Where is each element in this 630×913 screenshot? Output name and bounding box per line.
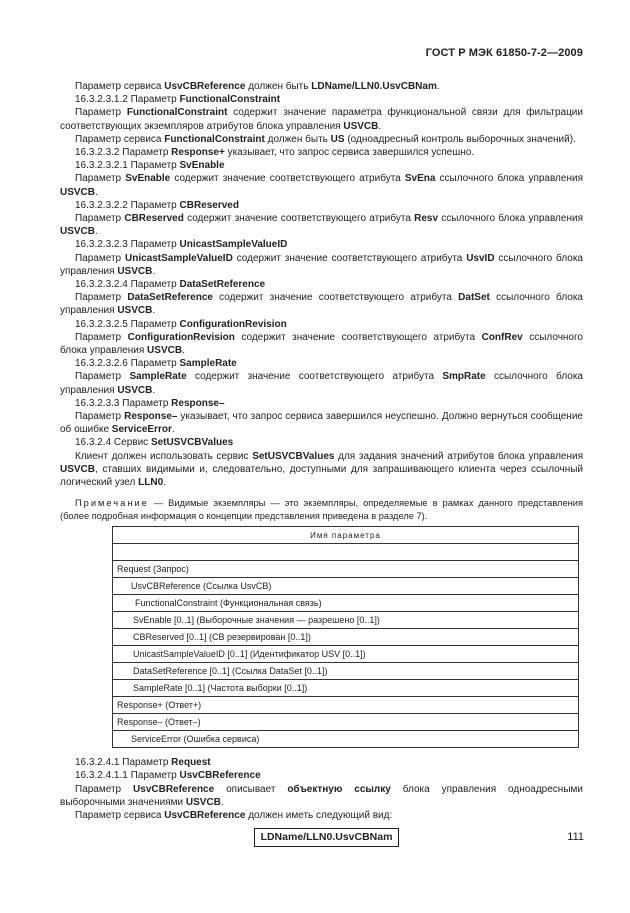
table-row	[113, 697, 579, 714]
page-header: ГОСТ Р МЭК 61850-7-2—2009	[425, 47, 583, 59]
body-paragraph: Параметр FunctionalConstraint содержит значение параметра функциональной связи для фильтрации соответствующих экземпляров атрибутов блока управления USVCB.	[60, 107, 583, 132]
bold-term: Resv	[414, 213, 439, 225]
bold-term: Response–	[171, 397, 225, 409]
bold-term: DataSetReference	[127, 292, 213, 304]
document-body	[60, 80, 583, 847]
table-row	[113, 714, 579, 731]
bold-term: ServiceError	[111, 424, 172, 436]
bold-term: USVCB	[117, 384, 153, 396]
paragraphs	[60, 80, 583, 489]
bold-term: UsvCBReference	[179, 770, 261, 782]
boxed-reference-format: LDName/LLN0.UsvCBNam	[254, 828, 400, 847]
body-paragraph: Клиент должен использовать сервис SetUSVCBValues для задания значений атрибутов блока управления USVCB, ставших видимыми и, следовательно, доступными для запрашивающего клиента через ссылочный логический узел LLN0.	[60, 450, 583, 489]
note-label: Примечание	[75, 498, 149, 509]
note-text: — Видимые экземпляры — это экземпляры, определяемые в рамках данного представления (более подробная информация о концепции представления приведена в разделе 7).	[60, 498, 583, 521]
table-row	[113, 561, 579, 578]
bold-term: SetUSVCBValues	[252, 450, 335, 462]
bold-term: объектную ссылку	[287, 783, 391, 795]
bold-term: Response+	[171, 147, 225, 159]
parameter-name-cell: UsvCBReference (Ссылка UsvCB)	[113, 578, 579, 595]
bold-term: DatSet	[458, 292, 490, 304]
page-number: 111	[567, 831, 584, 843]
body-paragraph: 16.3.2.3.2.1 Параметр SvEnable	[75, 160, 225, 172]
bold-term: UnicastSampleValueID	[124, 252, 233, 264]
parameter-name-cell: UnicastSampleValueID [0..1] (Идентификатор USV [0..1])	[113, 646, 579, 663]
table-row	[113, 663, 579, 680]
parameter-table	[112, 526, 579, 748]
table-row	[113, 629, 579, 646]
bold-term: USVCB	[117, 265, 153, 277]
body-paragraph: Параметр SvEnable содержит значение соответствующего атрибута SvEna ссылочного блока управления USVCB.	[60, 173, 583, 198]
bold-term: UsvCBReference	[164, 809, 246, 821]
body-paragraph: 16.3.2.3.1.2 Параметр FunctionalConstraint	[75, 94, 281, 106]
bold-term: USVCB	[60, 463, 96, 475]
parameter-name-cell: FunctionalConstraint (Функциональная связь)	[113, 595, 579, 612]
body-paragraph: Параметр UnicastSampleValueID содержит значение соответствующего атрибута UsvID ссылочного блока управления USVCB.	[60, 252, 583, 277]
bold-term: UsvID	[466, 252, 495, 264]
parameter-name-cell: Response– (Ответ–)	[113, 714, 579, 731]
body-paragraph: Параметр ConfigurationRevision содержит значение соответствующего атрибута ConfRev ссылочного блока управления USVCB.	[60, 331, 583, 357]
bold-term: USVCB	[343, 120, 379, 132]
after-table-paragraph: 16.3.2.4.1.1 Параметр UsvCBReference	[75, 770, 261, 782]
body-paragraph: 16.3.2.3.2.6 Параметр SampleRate	[75, 358, 237, 370]
body-paragraph: Параметр CBReserved содержит значение соответствующего атрибута Resv ссылочного блока управления USVCB.	[60, 213, 583, 238]
bold-term: DataSetReference	[179, 279, 266, 291]
bold-term: SampleRate	[179, 358, 237, 370]
bold-term: ConfRev	[481, 331, 523, 343]
bold-term: USVCB	[185, 796, 221, 808]
bold-term: US	[330, 133, 345, 145]
table-spacer	[113, 544, 579, 561]
body-paragraph: 16.3.2.4 Сервис SetUSVCBValues	[75, 437, 234, 449]
body-paragraph: Параметр сервиса FunctionalConstraint должен быть US (одноадресный контроль выборочных значений).	[75, 133, 576, 145]
body-paragraph: 16.3.2.3.2.5 Параметр ConfigurationRevision	[75, 318, 287, 330]
bold-term: SvEna	[404, 173, 436, 185]
parameter-name-cell: CBReserved [0..1] (СВ резервирован [0..1])	[113, 629, 579, 646]
boxed-value-wrap	[60, 828, 583, 847]
body-paragraph: 16.3.2.3.2.2 Параметр CBReserved	[75, 199, 239, 211]
parameter-name-cell: DataSetReference [0..1] (Ссылка DataSet [0..1])	[113, 663, 579, 680]
body-paragraph: Параметр сервиса UsvCBReference должен быть LDName/LLN0.UsvCBNam.	[75, 81, 440, 92]
parameter-name-cell: ServiceError (Ошибка сервиса)	[113, 731, 579, 748]
body-paragraph: 16.3.2.3.2.4 Параметр DataSetReference	[75, 279, 266, 291]
body-paragraph: Параметр Response– указывает, что запрос сервиса завершился неуспешно. Должно вернуться сообщение об ошибке ServiceError.	[60, 411, 583, 436]
body-paragraph: 16.3.2.3.2.3 Параметр UnicastSampleValueID	[75, 239, 288, 251]
table-header: Имя параметра	[113, 527, 579, 544]
body-paragraph: 16.3.2.3.3 Параметр Response–	[75, 397, 225, 409]
body-paragraph: 16.3.2.3.2 Параметр Response+ указывает, что запрос сервиса завершился успешно.	[75, 147, 475, 159]
parameter-name-cell: Request (Запрос)	[113, 561, 579, 578]
after-table-paragraphs	[60, 756, 583, 822]
bold-term: USVCB	[60, 226, 96, 238]
bold-term: FunctionalConstraint	[126, 107, 228, 119]
table-row	[113, 731, 579, 748]
bold-term: SmpRate	[442, 371, 486, 383]
bold-term: SvEnable	[125, 173, 171, 185]
bold-term: USVCB	[117, 305, 153, 317]
parameter-name-cell: Response+ (Ответ+)	[113, 697, 579, 714]
bold-term: CBReserved	[124, 213, 184, 225]
table-row	[113, 612, 579, 629]
bold-term: Response–	[124, 411, 178, 423]
bold-term: UsvCBReference	[164, 81, 246, 92]
after-table-paragraph: Параметр UsvCBReference описывает объектную ссылку блока управления одноадресными выборочными значениями USVCB.	[60, 783, 583, 808]
bold-term: LDName/LLN0.UsvCBNam	[311, 81, 437, 92]
bold-term: ConfigurationRevision	[179, 318, 287, 330]
bold-term: USVCB	[147, 345, 183, 357]
table-row	[113, 646, 579, 663]
parameter-name-cell: SampleRate [0..1] (Частота выборки [0..1])	[113, 680, 579, 697]
bold-term: UnicastSampleValueID	[179, 239, 288, 251]
bold-term: FunctionalConstraint	[179, 94, 281, 106]
bold-term: CBReserved	[179, 199, 239, 211]
bold-term: SampleRate	[129, 371, 187, 383]
bold-term: FunctionalConstraint	[164, 133, 265, 145]
after-table-paragraph: Параметр сервиса UsvCBReference должен иметь следующий вид:	[75, 809, 393, 821]
bold-term: Request	[171, 757, 211, 769]
table-row	[113, 595, 579, 612]
table-row	[113, 578, 579, 595]
parameter-name-cell: SvEnable [0..1] (Выборочные значения — разрешено [0..1])	[113, 612, 579, 629]
after-table-paragraph: 16.3.2.4.1 Параметр Request	[75, 757, 211, 769]
bold-term: USVCB	[60, 186, 96, 198]
bold-term: LLN0	[138, 477, 164, 489]
body-paragraph: Параметр DataSetReference содержит значение соответствующего атрибута DatSet ссылочного блока управления USVCB.	[60, 292, 583, 317]
bold-term: SetUSVCBValues	[150, 437, 234, 449]
body-paragraph: Параметр SampleRate содержит значение соответствующего атрибута SmpRate ссылочного блока управления USVCB.	[60, 371, 583, 396]
table-body	[113, 544, 579, 748]
table-row	[113, 680, 579, 697]
bold-term: UsvCBReference	[133, 783, 215, 795]
bold-term: ConfigurationRevision	[127, 331, 235, 343]
bold-term: SvEnable	[179, 160, 225, 172]
note	[60, 497, 583, 522]
